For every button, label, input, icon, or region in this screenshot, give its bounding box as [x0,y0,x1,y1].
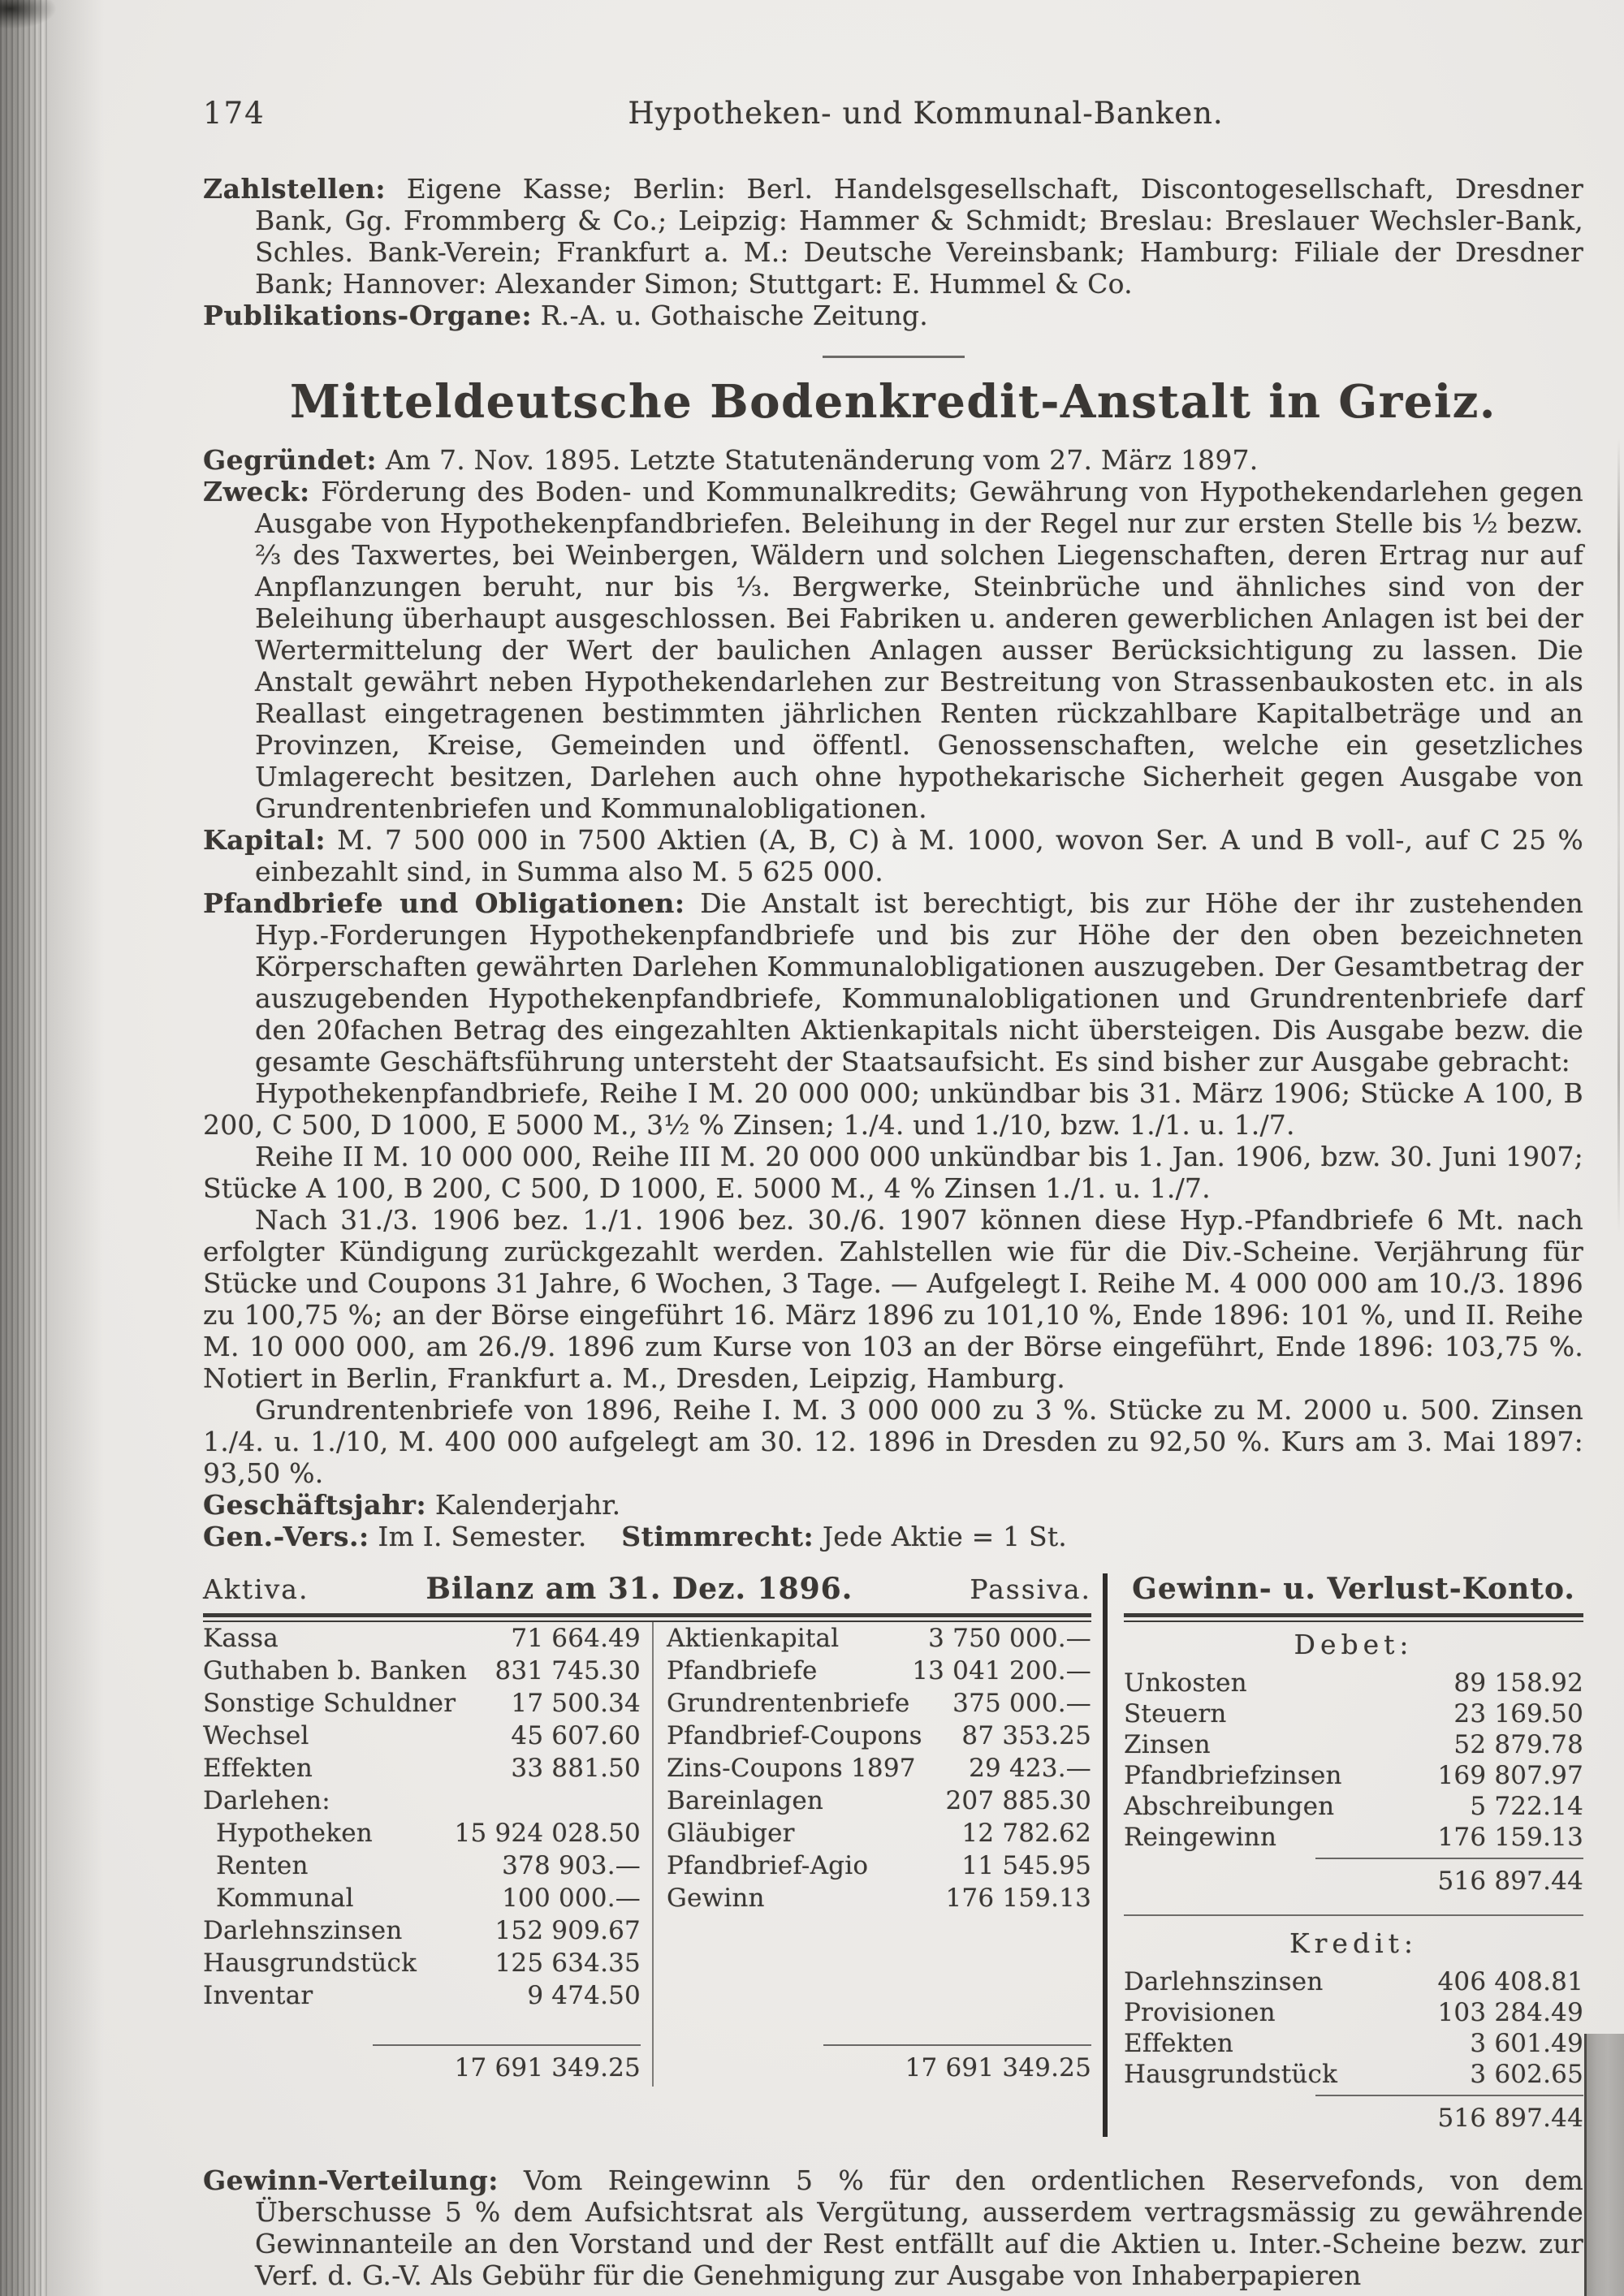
table-row [203,1785,641,1817]
gen-vers-label: Gen.-Vers.: [203,1521,369,1552]
table-row [667,1655,1091,1687]
row-label: Provisionen [1124,1998,1276,2027]
entry-geschaeftsjahr [203,1489,1583,1521]
running-title: Hypotheken- und Kommunal-Banken. [628,96,1224,131]
debet-total: 516 897.44 [1315,1858,1583,1895]
row-label: Hypotheken [216,1819,373,1848]
row-amount: 29 423.— [969,1754,1091,1783]
row-amount: 103 284.49 [1437,1998,1583,2027]
kredit-section [1124,1921,1583,2137]
kredit-heading: Kredit: [1289,1927,1418,1959]
row-label: Zinsen [1124,1730,1211,1759]
gewinn-verteilung-text: Vom Reingewinn 5 % für den ordentlichen Reservefonds, von dem Überschusse 5 % dem Aufsichtsrat als Vergütung, ausserdem vertragsmässig zu gewährende Gewinnanteile an den Vorstand und der Rest entfällt auf die Aktien u. Inter.-Scheine bezw. zur Verf. d. G.-V. Als Gebühr für die Genehmigung zur Ausgabe von Inhaberpapieren [255,2164,1583,2291]
row-label: Aktienkapital [666,1624,840,1653]
row-amount: 169 807.97 [1437,1761,1583,1790]
entry-publikations-organe [203,300,1583,331]
row-label: Hausgrundstück [203,1949,417,1978]
table-row [203,1947,641,1979]
row-label: Darlehnszinsen [1124,1967,1324,1996]
row-amount: 5 722.14 [1470,1792,1583,1821]
row-label: Zins-Coupons 1897 [666,1754,916,1783]
table-row [667,1882,1091,1914]
stimmrecht-text: Jede Aktie = 1 St. [822,1521,1067,1552]
company-title: Mitteldeutsche Bodenkredit-Anstalt in Greiz. [290,375,1497,429]
debet-kredit-divider [1124,1914,1583,1916]
passiva-total: 17 691 349.25 [823,2044,1091,2082]
table-row [1124,1760,1583,1791]
table-row [1124,1791,1583,1822]
row-label: Pfandbrief-Coupons [666,1721,922,1750]
row-amount: 3 750 000.— [928,1624,1091,1653]
row-label: Inventar [203,1981,313,2010]
row-label: Effekten [203,1754,313,1783]
row-amount: 52 879.78 [1453,1730,1583,1759]
row-amount: 23 169.50 [1453,1699,1583,1728]
section-divider-rule [823,356,965,358]
table-row [667,1817,1091,1849]
table-row [203,1849,641,1882]
page-number: 174 [203,96,266,131]
row-label: Effekten [1124,2029,1234,2058]
entry-gewinn-verteilung [203,2164,1583,2291]
gen-vers-text: Im I. Semester. [378,1521,587,1552]
row-label: Gewinn [666,1884,765,1913]
table-row [1124,1668,1583,1698]
stimmrecht-label: Stimmrecht: [621,1521,814,1552]
publikations-organe-label: Publikations-Organe: [203,300,533,331]
row-label: Guthaben b. Banken [203,1656,468,1685]
right-page-edge [1584,2034,1624,2296]
row-label: Bareinlagen [666,1786,824,1815]
row-label: Steuern [1124,1699,1227,1728]
row-amount: 152 909.67 [495,1916,641,1945]
pfandbriefe-paragraph-3: Nach 31./3. 1906 bez. 1./1. 1906 bez. 30./6. 1907 können diese Hyp.-Pfandbriefe 6 Mt. nach erfolgter Kündigung zurückgezahlt werden. Zahlstellen wie für die Div.-Scheine. Verjährung für Stücke und Coupons 31 Jahre, 6 Wochen, 3 Tage. — Aufgelegt I. Reihe M. 4 000 000 am 10./3. 1896 zu 100,75 %; an der Börse eingeführt 16. März 1896 zu 101,10 %, Ende 1896: 101 %, und II. Reihe M. 10 000 000, am 26./9. 1896 zum Kurse von 103 an der Börse eingeführt, Ende 1896: 103,75 %. Notiert in Berlin, Frankfurt a. M., Dresden, Leipzig, Hamburg. [203,1204,1583,1394]
geschaeftsjahr-text: Kalenderjahr. [434,1489,621,1521]
row-label: Gläubiger [666,1819,795,1848]
table-row [203,1979,641,2012]
double-rule [1124,1613,1583,1622]
aktiva-heading: Aktiva. [203,1573,309,1605]
row-label: Sonstige Schuldner [203,1689,456,1718]
table-row [667,1752,1091,1785]
zahlstellen-text: Eigene Kasse; Berlin: Berl. Handelsgesellschaft, Discontogesellschaft, Dresdner Bank, Gg. Frommberg & Co.; Leipzig: Hammer & Schmidt; Breslau: Breslauer Wechsler-Bank, Schles. Bank-Verein; Frankfurt a. M.: Deutsche Vereinsbank; Hamburg: Filiale der Dresdner Bank; Hannover: Alexander Simon; Stuttgart: E. Hummel & Co. [255,173,1583,300]
row-amount: 378 903.— [502,1851,641,1880]
row-amount: 207 885.30 [945,1786,1091,1815]
row-amount: 100 000.— [502,1884,641,1913]
row-amount: 11 545.95 [961,1851,1091,1880]
entry-zahlstellen [203,173,1583,300]
table-row [1124,2028,1583,2059]
row-amount: 125 634.35 [495,1949,641,1978]
pfandbriefe-text: Die Anstalt ist berechtigt, bis zur Höhe der ihr zustehenden Hyp.-Forderungen Hypothekenpfandbriefe und bis zur Höhe der den oben bezeichneten Körperschaften gewährten Darlehen Kommunalobligationen auszugeben. Der Gesamtbetrag der auszugebenden Hypothekenpfandbriefe, Kommunalobligationen und Grundrentenbriefe darf den 20fachen Betrag des eingezahlten Aktienkapitals nicht übersteigen. Dis Ausgabe bezw. die gesamte Geschäftsführung untersteht der Staatsaufsicht. Es sind bisher zur Ausgabe gebracht: [255,887,1583,1077]
debet-heading: Debet: [1294,1629,1414,1660]
row-amount: 13 041 200.— [912,1656,1091,1685]
balance-header [203,1573,1091,1605]
zahlstellen-label: Zahlstellen: [203,173,387,205]
row-amount: 9 474.50 [527,1981,641,2010]
row-amount: 375 000.— [952,1689,1091,1718]
double-rule [203,1613,1091,1622]
balance-title: Bilanz am 31. Dez. 1896. [425,1572,853,1606]
pfandbriefe-paragraph-4: Grundrentenbriefe von 1896, Reihe I. M. 3 000 000 zu 3 %. Stücke zu M. 2000 u. 500. Zinsen 1./4. u. 1./10, M. 400 000 aufgelegt am 30. 12. 1896 in Dresden zu 92,50 %. Kurs am 3. Mai 1897: 93,50 %. [203,1394,1583,1489]
table-row [203,1752,641,1785]
row-label: Wechsel [203,1721,309,1750]
row-amount: 89 158.92 [1453,1668,1583,1698]
profit-loss-account [1103,1573,1583,2137]
table-row [203,1655,641,1687]
aktiva-total: 17 691 349.25 [373,2044,641,2082]
table-row [667,1720,1091,1752]
row-amount: 87 353.25 [961,1721,1091,1750]
aktiva-total-row [203,2044,641,2087]
table-row [203,1914,641,1947]
table-row [1124,1698,1583,1729]
table-row [667,1687,1091,1720]
gewinn-verteilung-label: Gewinn-Verteilung: [203,2164,499,2196]
table-row [1124,1822,1583,1853]
body-text [203,173,1583,2291]
row-amount: 176 159.13 [945,1884,1091,1913]
publikations-organe-text: R.-A. u. Gothaische Zeitung. [540,300,928,331]
kredit-total-row [1124,2095,1583,2137]
entry-zweck [203,476,1583,824]
table-row [1124,2059,1583,2090]
table-row [203,1622,641,1655]
right-edge-hairline [1618,438,1620,1234]
balance-columns [203,1622,1091,2087]
table-row [667,1785,1091,1817]
scan-corner-mark [0,0,57,29]
row-amount: 17 500.34 [511,1689,641,1718]
entry-pfandbriefe [203,887,1583,1077]
pfandbriefe-label: Pfandbriefe und Obligationen: [203,887,685,919]
left-binding-shadow [47,0,104,2296]
table-row [1124,1966,1583,1997]
table-row [203,1720,641,1752]
entry-kapital [203,824,1583,887]
row-amount: 33 881.50 [511,1754,641,1783]
table-row [667,1622,1091,1655]
kredit-total: 516 897.44 [1315,2095,1583,2132]
entry-gen-vers [203,1521,1583,1552]
row-amount: 406 408.81 [1437,1967,1583,1996]
row-label: Pfandbriefe [666,1656,818,1685]
table-row [203,1817,641,1849]
row-label: Darlehen: [203,1786,330,1815]
passiva-total-row [667,2044,1091,2087]
table-row [1124,1997,1583,2028]
passiva-heading: Passiva. [970,1573,1091,1605]
balance-sheet [203,1573,1091,2137]
table-row [203,1882,641,1914]
table-row [203,1687,641,1720]
row-label: Renten [216,1851,309,1880]
row-amount: 3 602.65 [1470,2060,1583,2089]
row-amount: 3 601.49 [1470,2029,1583,2058]
row-amount: 71 664.49 [511,1624,641,1653]
row-amount: 12 782.62 [961,1819,1091,1848]
pfandbriefe-paragraph-2: Reihe II M. 10 000 000, Reihe III M. 20 000 000 unkündbar bis 1. Jan. 1906, bzw. 30. Juni 1907; Stücke A 100, B 200, C 500, D 1000, E. 5000 M., 4 % Zinsen 1./1. u. 1./7. [203,1141,1583,1204]
row-label: Abschreibungen [1124,1792,1335,1821]
pfandbriefe-paragraph-1: Hypothekenpfandbriefe, Reihe I M. 20 000 000; unkündbar bis 31. März 1906; Stücke A 100, B 200, C 500, D 1000, E 5000 M., 3¹⁄₂ % Zinsen; 1./4. und 1./10, bzw. 1./1. u. 1./7. [203,1077,1583,1141]
aktiva-column [203,1622,654,2087]
geschaeftsjahr-label: Geschäftsjahr: [203,1489,427,1521]
row-amount: 45 607.60 [511,1721,641,1750]
row-label: Kommunal [216,1884,354,1913]
row-label: Unkosten [1124,1668,1247,1698]
row-amount: 15 924 028.50 [454,1819,641,1848]
pnl-title: Gewinn- u. Verlust-Konto. [1132,1572,1575,1606]
row-label: Darlehnszinsen [203,1916,403,1945]
row-label: Pfandbriefzinsen [1124,1761,1342,1790]
debet-section [1124,1622,1583,1900]
table-row [1124,1729,1583,1760]
page-content [203,96,1583,2291]
row-amount: 176 159.13 [1437,1823,1583,1852]
running-header [203,96,1583,131]
passiva-column [654,1622,1091,2087]
financial-tables [203,1573,1583,2137]
table-row [667,1849,1091,1882]
gegruendet-text: Am 7. Nov. 1895. Letzte Statutenänderung vom 27. März 1897. [385,444,1259,476]
debet-total-row [1124,1858,1583,1900]
row-amount: 831 745.30 [495,1656,641,1685]
row-label: Grundrentenbriefe [666,1689,910,1718]
zweck-text: Förderung des Boden- und Kommunalkredits; Gewährung von Hypothekendarlehen gegen Ausgabe von Hypothekenpfandbriefen. Beleihung in der Regel nur zur ersten Stelle bis ¹⁄₂ bezw. ²⁄₃ des Taxwertes, bei Weinbergen, Wäldern und solchen Liegenschaften, deren Ertrag nur auf Anpflanzungen beruht, nur bis ¹⁄₃. Bergwerke, Steinbrüche und ähnliches sind von der Beleihung überhaupt ausgeschlossen. Bei Fabriken u. anderen gewerblichen Anlagen ist bei der Wertermittelung der Wert der baulichen Anlagen ausser Berücksichtigung zu lassen. Die Anstalt gewährt neben Hypothekendarlehen zur Bestreitung von Strassenbaukosten etc. in als Reallast eingetragenen bestimmten jährlichen Renten rückzahlbare Kapitalbeträge und an Provinzen, Kreise, Gemeinden und öffentl. Genossenschaften, welche ein gesetzliches Umlagerecht besitzen, Darlehen auch ohne hypothekarische Sicherheit gegen Ausgabe von Grundrentenbriefen und Kommunalobligationen. [255,476,1583,824]
row-label: Pfandbrief-Agio [666,1851,869,1880]
kapital-text: M. 7 500 000 in 7500 Aktien (A, B, C) à M. 1000, wovon Ser. A und B voll-, auf C 25 % einbezahlt sind, in Summa also M. 5 625 000. [255,824,1583,887]
row-label: Hausgrundstück [1124,2060,1338,2089]
zweck-label: Zweck: [203,476,310,507]
left-binding-edge [0,0,47,2296]
gegruendet-label: Gegründet: [203,444,378,476]
row-label: Reingewinn [1124,1823,1277,1852]
row-label: Kassa [203,1624,279,1653]
kapital-label: Kapital: [203,824,326,856]
entry-gegruendet [203,444,1583,476]
